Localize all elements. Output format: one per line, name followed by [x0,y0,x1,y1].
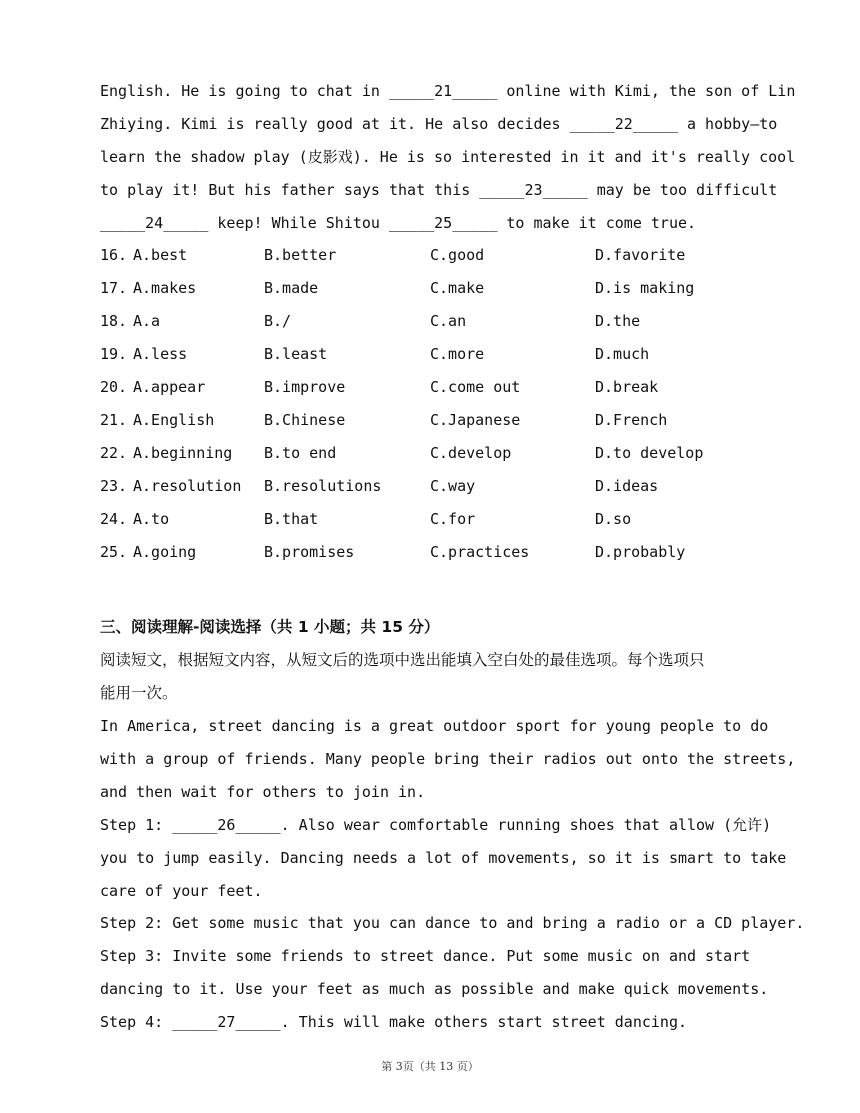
question-20-options [100,377,659,397]
question-number: 21. [100,411,128,429]
question-25-options [100,542,686,562]
option-a: A.less [133,345,188,363]
option-b: B./ [264,312,292,330]
option-a: A.going [133,543,197,561]
option-c: C.practices [430,543,530,561]
passage-line: to play it! But his father says that this _____23_____ may be too difficult [100,181,778,199]
option-a: A.resolution [133,477,242,495]
page-footer: 第 3页（共 13 页） [381,1060,479,1073]
option-a: A.best [133,246,188,264]
reading-passage-line: care of your feet. [100,882,263,900]
reading-passage-line: with a group of friends. Many people bring their radios out onto the streets, [100,750,796,768]
option-d: D.the [595,312,641,330]
reading-passage-line: dancing to it. Use your feet as much as possible and make quick movements. [100,980,769,998]
question-22-options [100,443,704,463]
question-number: 23. [100,477,128,495]
option-a: A.to [133,510,170,528]
option-c: C.good [430,246,485,264]
question-number: 18. [100,312,128,330]
question-19-options [100,344,650,364]
question-number: 25. [100,543,128,561]
question-23-options [100,476,659,496]
option-c: C.for [430,510,476,528]
option-b: B.resolutions [264,477,382,495]
option-b: B.Chinese [264,411,346,429]
option-b: B.least [264,345,328,363]
option-d: D.French [595,411,668,429]
reading-passage-line: Step 2: Get some music that you can dance to and bring a radio or a CD player. [100,914,805,932]
option-d: D.is making [595,279,695,297]
option-b: B.made [264,279,319,297]
question-18-options [100,311,641,331]
option-d: D.ideas [595,477,659,495]
section-heading: 三、阅读理解-阅读选择（共 1 小题；共 15 分） [100,618,440,636]
option-d: D.much [595,345,650,363]
question-number: 17. [100,279,128,297]
option-d: D.to develop [595,444,704,462]
reading-passage-line: Step 1: _____26_____. Also wear comfortable running shoes that allow (允许) [100,816,772,834]
reading-passage-line: Step 3: Invite some friends to street dance. Put some music on and start [100,947,751,965]
question-number: 20. [100,378,128,396]
option-d: D.probably [595,543,686,561]
option-c: C.an [430,312,467,330]
option-d: D.break [595,378,659,396]
reading-passage-line: In America, street dancing is a great outdoor sport for young people to do [100,717,769,735]
passage-line: Zhiying. Kimi is really good at it. He also decides _____22_____ a hobby—to [100,115,778,133]
option-d: D.so [595,510,632,528]
option-a: A.English [133,411,215,429]
question-number: 24. [100,510,128,528]
section-instruction: 阅读短文，根据短文内容，从短文后的选项中选出能填入空白处的最佳选项。每个选项只 [100,651,705,669]
option-b: B.to end [264,444,337,462]
question-number: 22. [100,444,128,462]
question-number: 19. [100,345,128,363]
passage-line: English. He is going to chat in _____21_____ online with Kimi, the son of Lin [100,82,796,100]
option-a: A.appear [133,378,206,396]
option-b: B.better [264,246,337,264]
question-24-options [100,509,632,529]
section-instruction: 能用一次。 [100,684,178,702]
passage-line: learn the shadow play (皮影戏). He is so interested in it and it's really cool [100,148,796,166]
question-number: 16. [100,246,128,264]
question-16-options [100,245,686,265]
option-c: C.make [430,279,485,297]
option-c: C.way [430,477,476,495]
passage-line: _____24_____ keep! While Shitou _____25_____ to make it come true. [100,214,697,232]
option-b: B.promises [264,543,355,561]
option-a: A.a [133,312,161,330]
option-a: A.makes [133,279,197,297]
option-b: B.improve [264,378,346,396]
reading-passage-line: and then wait for others to join in. [100,783,426,801]
option-c: C.more [430,345,485,363]
option-b: B.that [264,510,319,528]
question-21-options [100,410,668,430]
option-c: C.Japanese [430,411,521,429]
option-c: C.develop [430,444,512,462]
question-17-options [100,278,695,298]
reading-passage-line: Step 4: _____27_____. This will make others start street dancing. [100,1013,687,1031]
option-c: C.come out [430,378,521,396]
reading-passage-line: you to jump easily. Dancing needs a lot of movements, so it is smart to take [100,849,787,867]
option-a: A.beginning [133,444,233,462]
option-d: D.favorite [595,246,686,264]
